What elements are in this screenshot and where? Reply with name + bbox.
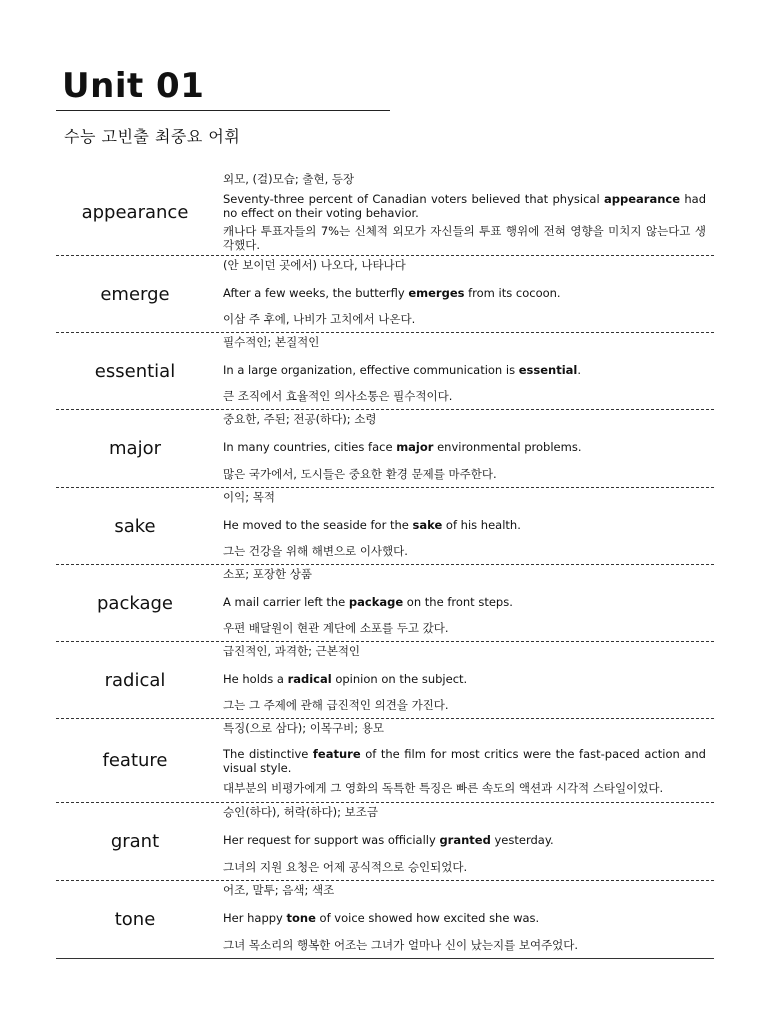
- example-text: The distinctive: [223, 747, 313, 761]
- vocab-definition: 중요한, 주된; 전공(하다); 소령: [223, 412, 377, 426]
- vocabulary-list: [56, 170, 714, 959]
- vocab-definition: 외모, (걸)모습; 출현, 등장: [223, 172, 355, 186]
- vocab-entry: [56, 881, 714, 959]
- example-keyword: major: [396, 440, 434, 454]
- vocab-word: essential: [94, 360, 176, 382]
- vocab-word: major: [109, 438, 161, 459]
- vocab-example: [223, 911, 706, 925]
- example-text: In a large organization, effective communication is: [223, 363, 519, 377]
- vocab-entry: [56, 488, 714, 565]
- page-subtitle: 수능 고빈출 최중요 어휘: [64, 127, 241, 146]
- vocab-entry: [56, 170, 714, 256]
- vocab-translation: 대부분의 비평가에게 그 영화의 독특한 특징은 빠른 속도의 액션과 시각적 스타일이었다.: [223, 781, 664, 795]
- vocab-translation: 우편 배달원이 현관 계단에 소포를 두고 갔다.: [223, 621, 449, 635]
- vocab-word: feature: [102, 750, 168, 771]
- vocab-definition: 특징(으로 삼다); 이목구비; 용모: [223, 721, 384, 735]
- vocab-content: [223, 172, 706, 253]
- vocab-entry: [56, 719, 714, 803]
- example-keyword: feature: [312, 747, 361, 761]
- vocab-entry: [56, 803, 714, 881]
- example-keyword: tone: [286, 911, 316, 925]
- vocab-content: [223, 490, 706, 562]
- vocab-content: [223, 805, 706, 878]
- vocab-content: [223, 644, 706, 716]
- vocab-definition: 소포; 포장한 상품: [223, 567, 312, 581]
- unit-title: Unit 01: [62, 66, 205, 106]
- vocab-translation: 많은 국가에서, 도시들은 중요한 환경 문제를 마주한다.: [223, 467, 497, 481]
- vocab-example: [223, 833, 706, 847]
- vocab-example: [223, 363, 706, 377]
- vocab-entry: [56, 565, 714, 642]
- example-keyword: granted: [439, 833, 491, 847]
- title-divider: [56, 110, 390, 111]
- vocab-example: [223, 595, 706, 609]
- vocab-word: radical: [104, 669, 166, 691]
- vocab-definition: 어조, 말투; 음색; 색조: [223, 883, 335, 897]
- example-text: He holds a: [223, 672, 288, 686]
- example-text: yesterday.: [490, 833, 554, 847]
- example-text: of voice showed how excited she was.: [315, 911, 540, 925]
- example-text: Her request for support was officially: [223, 833, 440, 847]
- vocab-definition: 이익; 목적: [223, 490, 275, 504]
- example-text: of the film for most critics were the fast-paced action and visual style.: [223, 747, 706, 775]
- example-text: A mail carrier left the: [223, 595, 349, 609]
- vocab-definition: 승인(하다), 허락(하다); 보조금: [223, 805, 378, 819]
- vocab-definition: (안 보이던 곳에서) 나오다, 나타나다: [223, 258, 406, 272]
- vocab-translation: 그는 건강을 위해 해변으로 이사했다.: [223, 544, 408, 558]
- vocab-translation: 캐나다 투표자들의 7%는 신체적 외모가 자신들의 투표 행위에 전혀 영향을 미치지 않는다고 생각했다.: [223, 224, 706, 252]
- example-keyword: essential: [518, 363, 578, 377]
- vocab-content: [223, 567, 706, 639]
- vocab-entry: [56, 642, 714, 719]
- vocab-translation: 큰 조직에서 효율적인 의사소통은 필수적이다.: [223, 389, 453, 403]
- vocab-example: [223, 518, 706, 532]
- example-keyword: sake: [412, 518, 443, 532]
- vocab-example: [223, 286, 706, 300]
- vocab-example: [223, 192, 706, 220]
- vocab-word: sake: [114, 515, 156, 537]
- vocab-word: appearance: [81, 202, 189, 223]
- vocab-word: tone: [114, 909, 156, 930]
- example-keyword: appearance: [604, 192, 681, 206]
- vocab-entry: [56, 333, 714, 410]
- example-text: opinion on the subject.: [331, 672, 468, 686]
- example-text: on the front steps.: [403, 595, 513, 609]
- example-keyword: emerges: [408, 286, 465, 300]
- vocab-translation: 그녀의 지원 요청은 어제 공식적으로 승인되었다.: [223, 860, 468, 874]
- vocab-example: [223, 672, 706, 686]
- vocab-example: [223, 747, 706, 775]
- vocab-content: [223, 883, 706, 956]
- vocab-entry: [56, 256, 714, 333]
- example-text: Her happy: [223, 911, 287, 925]
- example-text: Seventy-three percent of Canadian voters believed that physical: [223, 192, 604, 206]
- vocab-translation: 그녀 목소리의 행복한 어조는 그녀가 얼마나 신이 났는지를 보여주었다.: [223, 938, 579, 952]
- example-text: In many countries, cities face: [223, 440, 397, 454]
- vocab-definition: 필수적인; 본질적인: [223, 335, 320, 349]
- vocab-content: [223, 335, 706, 407]
- example-text: had no effect on their voting behavior.: [223, 192, 707, 220]
- example-keyword: package: [348, 595, 404, 609]
- vocab-word: package: [97, 592, 173, 614]
- vocab-content: [223, 412, 706, 485]
- example-text: He moved to the seaside for the: [223, 518, 413, 532]
- example-text: from its cocoon.: [464, 286, 561, 300]
- example-text: .: [577, 363, 582, 377]
- vocab-translation: 이삼 주 후에, 나비가 고치에서 나온다.: [223, 312, 416, 326]
- example-text: of his health.: [442, 518, 521, 532]
- example-text: environmental problems.: [433, 440, 582, 454]
- vocab-definition: 급진적인, 과격한; 근본적인: [223, 644, 361, 658]
- vocab-content: [223, 721, 706, 800]
- vocab-example: [223, 440, 706, 454]
- example-keyword: radical: [287, 672, 332, 686]
- vocab-content: [223, 258, 706, 330]
- vocab-word: emerge: [100, 283, 170, 305]
- vocab-translation: 그는 그 주제에 관해 급진적인 의견을 가진다.: [223, 698, 449, 712]
- vocab-entry: [56, 410, 714, 488]
- example-text: After a few weeks, the butterfly: [223, 286, 409, 300]
- vocab-word: grant: [110, 831, 160, 852]
